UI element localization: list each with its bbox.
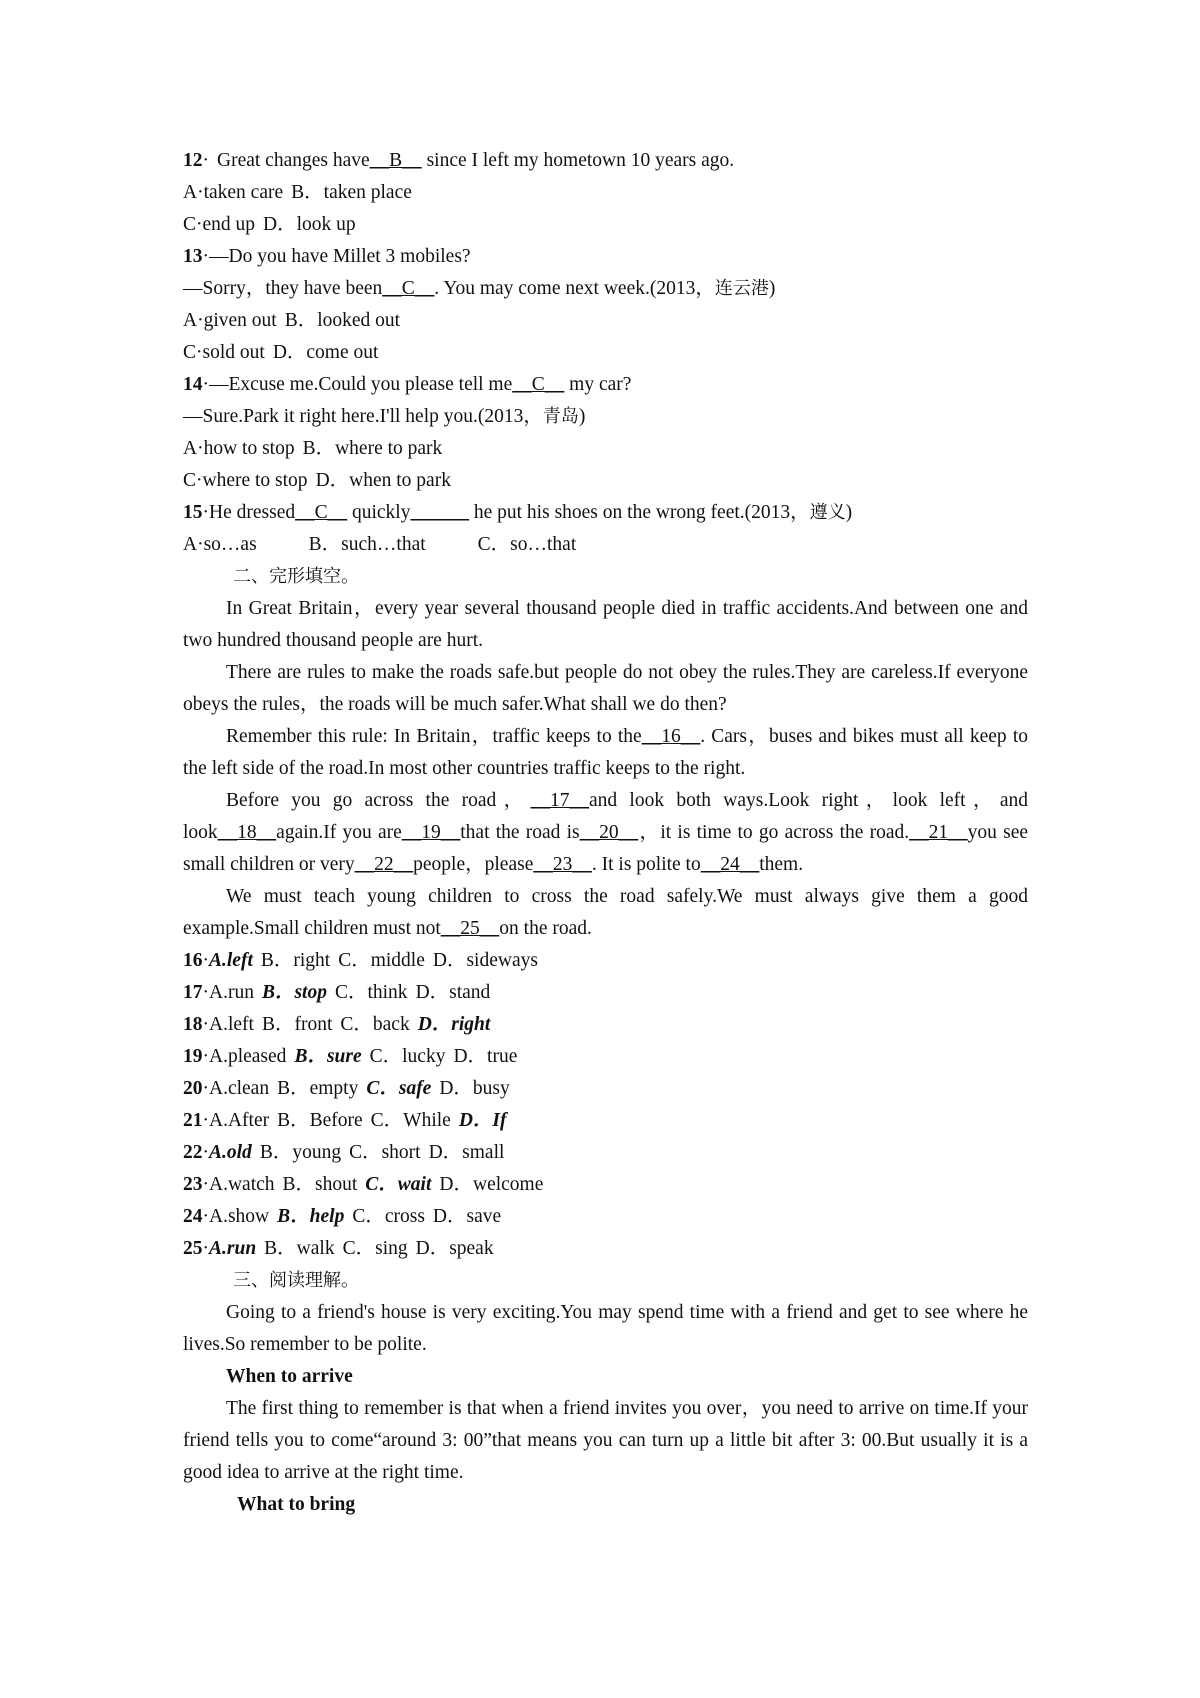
text: Before you go across the road，	[226, 790, 531, 811]
option: D．stand	[415, 982, 491, 1003]
option: A.show	[209, 1206, 270, 1227]
cloze-paragraph-5	[183, 881, 1028, 945]
question-13: 13·—Do you have Millet 3 mobiles?	[183, 246, 471, 267]
cloze-options-list	[183, 945, 1028, 1265]
option: B．walk	[264, 1238, 335, 1259]
option: B．front	[261, 1014, 333, 1035]
separator: ·	[202, 1206, 209, 1227]
option: C．sing	[342, 1238, 408, 1259]
option-a: A·so…as	[183, 534, 257, 555]
separator: ·	[202, 1078, 209, 1099]
question-15: 15·He dressed__C__ quickly______ he put his shoes on the wrong feet.(2013，遵义)	[183, 502, 853, 523]
correct-option: A.run	[209, 1238, 257, 1259]
separator: ·	[202, 1174, 209, 1195]
correct-option: B．stop	[261, 982, 327, 1003]
cloze-option-row	[183, 977, 1028, 1009]
option: A.watch	[209, 1174, 275, 1195]
question-12-options-1	[183, 177, 1028, 209]
option-c: C．so…that	[477, 534, 577, 555]
question-stem-end: since I left my hometown 10 years ago.	[421, 150, 735, 171]
question-number: 13	[183, 246, 203, 267]
question-number: 18	[183, 1014, 203, 1035]
blank-21: __21__	[909, 822, 968, 843]
text: you see small children or very	[183, 822, 1029, 875]
option-b: B．such…that	[308, 534, 426, 555]
text: We must teach young children to cross the road safely.We must always give them a good example.Small children must not	[183, 886, 1028, 939]
cloze-paragraph-2: There are rules to make the roads safe.but people do not obey the rules.They are careless.If everyone obeys the rules，the roads will be much safer.What shall we do then?	[183, 662, 1028, 715]
text: and look both ways.Look right，look left，and look	[183, 790, 1028, 843]
option-b: B．where to park	[302, 438, 443, 459]
option-b: B．looked out	[284, 310, 401, 331]
option-a: A·given out	[183, 310, 277, 331]
text: . Cars，buses and bikes must all keep to the left side of the road.In most other countries traffic keeps to the right.	[183, 726, 1028, 779]
text: people，please	[413, 854, 534, 875]
section-heading-cloze: 二、完形填空。	[233, 566, 359, 587]
option: A.After	[209, 1110, 270, 1131]
option: C．cross	[352, 1206, 425, 1227]
option-a: A·how to stop	[183, 438, 295, 459]
question-stem: —Do you have Millet 3 mobiles?	[209, 246, 471, 267]
source-close: )	[578, 406, 586, 427]
cloze-option-row	[183, 1137, 1028, 1169]
question-stem-mid: quickly	[347, 502, 411, 523]
cloze-option-row	[183, 1233, 1028, 1265]
question-number: 17	[183, 982, 203, 1003]
question-stem: Great changes have	[217, 150, 370, 171]
option: B．shout	[282, 1174, 358, 1195]
option: A.pleased	[209, 1046, 287, 1067]
option: B．empty	[277, 1078, 359, 1099]
source-place: 连云港	[714, 278, 769, 299]
reply-text: —Sure.Park it right here.I'll help you.(2013，	[183, 406, 543, 427]
source-place: 青岛	[542, 406, 579, 427]
question-number: 19	[183, 1046, 203, 1067]
option: C．back	[340, 1014, 410, 1035]
source-close: )	[768, 278, 776, 299]
option-b: B．taken place	[291, 182, 412, 203]
blank-25: __25__	[440, 918, 500, 939]
correct-option: B．help	[277, 1206, 345, 1227]
question-number: 24	[183, 1206, 203, 1227]
answer-blank: __C__	[295, 502, 348, 523]
option: D．save	[432, 1206, 502, 1227]
question-number: 21	[183, 1110, 203, 1131]
option-c: C·where to stop	[183, 470, 308, 491]
question-14: 14·—Excuse me.Could you please tell me__C__ my car?	[183, 374, 632, 395]
option: B．right	[260, 950, 331, 971]
source-close: )	[845, 502, 853, 523]
option: A.run	[209, 982, 254, 1003]
question-14-reply	[183, 401, 1028, 433]
cloze-option-row	[183, 1073, 1028, 1105]
option: A.clean	[209, 1078, 270, 1099]
correct-option: A.left	[209, 950, 253, 971]
question-13-options-2	[183, 337, 1028, 369]
reply-text: —Sorry，they have been	[183, 278, 383, 299]
cloze-option-row	[183, 1105, 1028, 1137]
option: B．Before	[277, 1110, 363, 1131]
correct-option: D．If	[458, 1110, 507, 1131]
option: D．busy	[439, 1078, 510, 1099]
option-a: A·taken care	[183, 182, 284, 203]
option: D．speak	[415, 1238, 494, 1259]
reading-subheading-bring: What to bring	[237, 1494, 356, 1515]
question-number: 14	[183, 374, 203, 395]
cloze-option-row	[183, 945, 1028, 977]
source-place: 遵义	[809, 502, 846, 523]
reading-paragraph-2: The first thing to remember is that when a friend invites you over，you need to arrive on time.If your friend tells you to come“around 3: 00”that means you can turn up a little bit after 3: 00.But usually it is a good idea to arrive at the right time.	[183, 1398, 1028, 1483]
option: C．middle	[338, 950, 425, 971]
blank-20: __20__	[579, 822, 639, 843]
correct-option: C．safe	[366, 1078, 432, 1099]
text: on the road.	[499, 918, 592, 939]
cloze-paragraph-3	[183, 721, 1028, 785]
option-c: C·end up	[183, 214, 256, 235]
question-number: 25	[183, 1238, 203, 1259]
reply-text-end: . You may come next week.(2013，	[434, 278, 715, 299]
text: again.If you are	[276, 822, 402, 843]
reading-paragraph-1: Going to a friend's house is very exciting.You may spend time with a friend and get to see where he lives.So remember to be polite.	[183, 1302, 1028, 1355]
option: D．small	[428, 1142, 505, 1163]
question-13-reply	[183, 273, 1028, 305]
question-12: 12· Great changes have__B__ since I left my hometown 10 years ago.	[183, 150, 735, 171]
question-stem-end: he put his shoes on the wrong feet.(2013，	[468, 502, 810, 523]
correct-option: B．sure	[294, 1046, 362, 1067]
blank-18: __18__	[217, 822, 277, 843]
option-d: D．look up	[263, 214, 356, 235]
cloze-option-row	[183, 1009, 1028, 1041]
option-c: C·sold out	[183, 342, 265, 363]
question-number: 15	[183, 502, 203, 523]
blank-22: __22__	[354, 854, 414, 875]
option: A.left	[209, 1014, 254, 1035]
option-d: D．when to park	[315, 470, 451, 491]
question-14-options-2	[183, 465, 1028, 497]
section-heading-reading: 三、阅读理解。	[233, 1270, 359, 1291]
separator: ·	[202, 1142, 209, 1163]
text: Remember this rule: In Britain，traffic keeps to the	[226, 726, 642, 747]
blank-17: __17__	[530, 790, 589, 811]
reading-subheading-arrive: When to arrive	[226, 1366, 353, 1387]
question-12-options-2	[183, 209, 1028, 241]
correct-option: A.old	[209, 1142, 252, 1163]
question-stem: —Excuse me.Could you please tell me	[209, 374, 513, 395]
option: C．short	[349, 1142, 421, 1163]
blank-24: __24__	[700, 854, 760, 875]
option: C．lucky	[369, 1046, 446, 1067]
separator: ·	[202, 1238, 209, 1259]
content-column	[183, 145, 1028, 1521]
cloze-paragraph-4	[183, 785, 1028, 881]
cloze-option-row	[183, 1041, 1028, 1073]
question-15-options	[183, 529, 1028, 561]
question-number: 16	[183, 950, 203, 971]
option-d: D．come out	[272, 342, 379, 363]
option: D．true	[453, 1046, 518, 1067]
text: . It is polite to	[591, 854, 701, 875]
correct-option: D．right	[417, 1014, 491, 1035]
separator: ·	[202, 982, 209, 1003]
option: D．welcome	[439, 1174, 544, 1195]
question-number: 23	[183, 1174, 203, 1195]
question-14-options-1	[183, 433, 1028, 465]
question-number: 22	[183, 1142, 203, 1163]
second-blank: ______	[410, 502, 469, 523]
cloze-option-row	[183, 1201, 1028, 1233]
question-number: 12	[183, 150, 203, 171]
question-number: 20	[183, 1078, 203, 1099]
option: C．While	[370, 1110, 451, 1131]
option: C．think	[334, 982, 408, 1003]
blank-16: __16__	[641, 726, 701, 747]
answer-blank: __B__	[369, 150, 422, 171]
text: that the road is	[460, 822, 580, 843]
text: ，it is time to go across the road.	[638, 822, 910, 843]
answer-blank: __C__	[512, 374, 565, 395]
question-13-options-1	[183, 305, 1028, 337]
question-stem-end: my car?	[564, 374, 632, 395]
cloze-option-row	[183, 1169, 1028, 1201]
separator: ·	[202, 1014, 209, 1035]
separator: ·	[202, 1110, 209, 1131]
blank-23: __23__	[533, 854, 592, 875]
text: them.	[759, 854, 804, 875]
option: D．sideways	[432, 950, 538, 971]
separator: ·	[202, 1046, 209, 1067]
separator: ·	[202, 950, 209, 971]
cloze-paragraph-1: In Great Britain，every year several thousand people died in traffic accidents.And between one and two hundred thousand people are hurt.	[183, 598, 1028, 651]
question-stem: He dressed	[209, 502, 296, 523]
correct-option: C．wait	[365, 1174, 432, 1195]
answer-blank: __C__	[382, 278, 435, 299]
option: B．young	[259, 1142, 342, 1163]
blank-19: __19__	[401, 822, 461, 843]
